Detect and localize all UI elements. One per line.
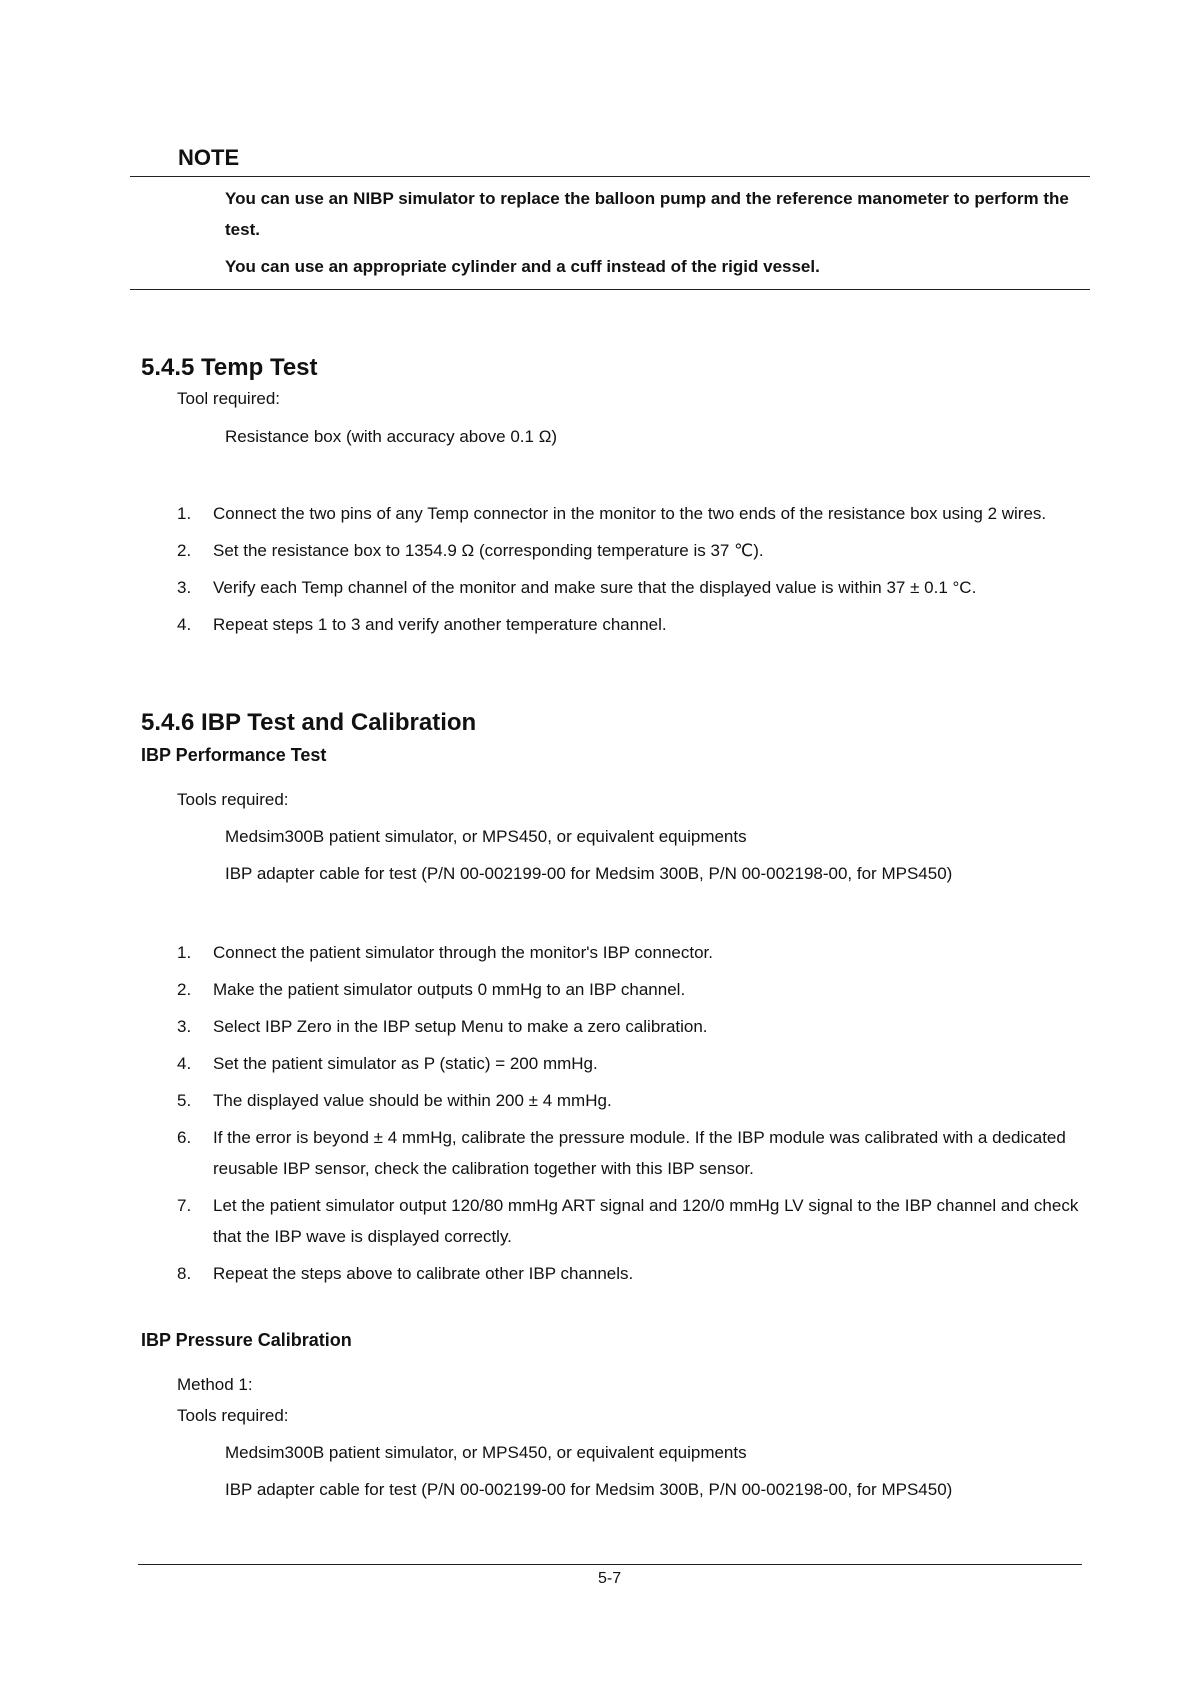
method-label: Method 1: (177, 1375, 253, 1394)
note-line-1: You can use an NIBP simulator to replace the balloon pump and the reference manometer to perform the test. (225, 189, 1069, 239)
list-item: 3. Select IBP Zero in the IBP setup Menu to make a zero calibration. (177, 1017, 708, 1036)
list-item: 7. Let the patient simulator output 120/80 mmHg ART signal and 120/0 mmHg LV signal to the IBP channel and check that the IBP wave is displayed correctly. (177, 1196, 1079, 1246)
note-bottom-divider (130, 289, 1090, 290)
cal-tool-item-1: Medsim300B patient simulator, or MPS450, or equivalent equipments (225, 1443, 747, 1462)
page-number: 5-7 (598, 1570, 622, 1587)
list-item: 1. Connect the patient simulator through the monitor's IBP connector. (177, 943, 713, 962)
list-item: 3. Verify each Temp channel of the monitor and make sure that the displayed value is within 37 ± 0.1 °C. (177, 578, 977, 597)
ibp-pressure-calibration-heading: IBP Pressure Calibration (141, 1330, 352, 1350)
list-item: 4. Set the patient simulator as P (static) = 200 mmHg. (177, 1054, 598, 1073)
temp-tool-item: Resistance box (with accuracy above 0.1 Ω) (225, 427, 558, 446)
temp-test-heading: 5.4.5 Temp Test (141, 354, 318, 381)
list-item: 8. Repeat the steps above to calibrate other IBP channels. (177, 1264, 634, 1283)
temp-test-steps (0, 498, 1191, 646)
cal-tools-required-label: Tools required: (177, 1406, 289, 1425)
ibp-performance-heading: IBP Performance Test (141, 745, 327, 765)
list-item: 4. Repeat steps 1 to 3 and verify another temperature channel. (177, 615, 667, 634)
note-top-divider (130, 176, 1090, 177)
note-title: NOTE (178, 145, 240, 170)
ibp-performance-steps (0, 937, 1191, 1295)
ibp-tool-item-1: Medsim300B patient simulator, or MPS450, or equivalent equipments (225, 827, 747, 846)
note-line-2: You can use an appropriate cylinder and a cuff instead of the rigid vessel. (225, 257, 820, 276)
list-item: 5. The displayed value should be within 200 ± 4 mmHg. (177, 1091, 612, 1110)
temp-tool-required-label: Tool required: (177, 389, 281, 408)
list-item: 2. Set the resistance box to 1354.9 Ω (corresponding temperature is 37 ℃). (177, 541, 764, 560)
list-item: 2. Make the patient simulator outputs 0 mmHg to an IBP channel. (177, 980, 686, 999)
ibp-tool-item-2: IBP adapter cable for test (P/N 00-002199-00 for Medsim 300B, P/N 00-002198-00, for MPS450) (225, 864, 953, 883)
cal-tool-item-2: IBP adapter cable for test (P/N 00-002199-00 for Medsim 300B, P/N 00-002198-00, for MPS450) (225, 1480, 953, 1499)
ibp-heading: 5.4.6 IBP Test and Calibration (141, 709, 477, 736)
footer-divider (138, 1564, 1082, 1565)
list-item: 6. If the error is beyond ± 4 mmHg, calibrate the pressure module. If the IBP module was calibrated with a dedicated reusable IBP sensor, check the calibration together with this IBP sensor. (177, 1128, 1066, 1178)
ibp-tools-required-label: Tools required: (177, 790, 289, 809)
list-item: 1. Connect the two pins of any Temp connector in the monitor to the two ends of the resistance box using 2 wires. (177, 504, 1047, 523)
